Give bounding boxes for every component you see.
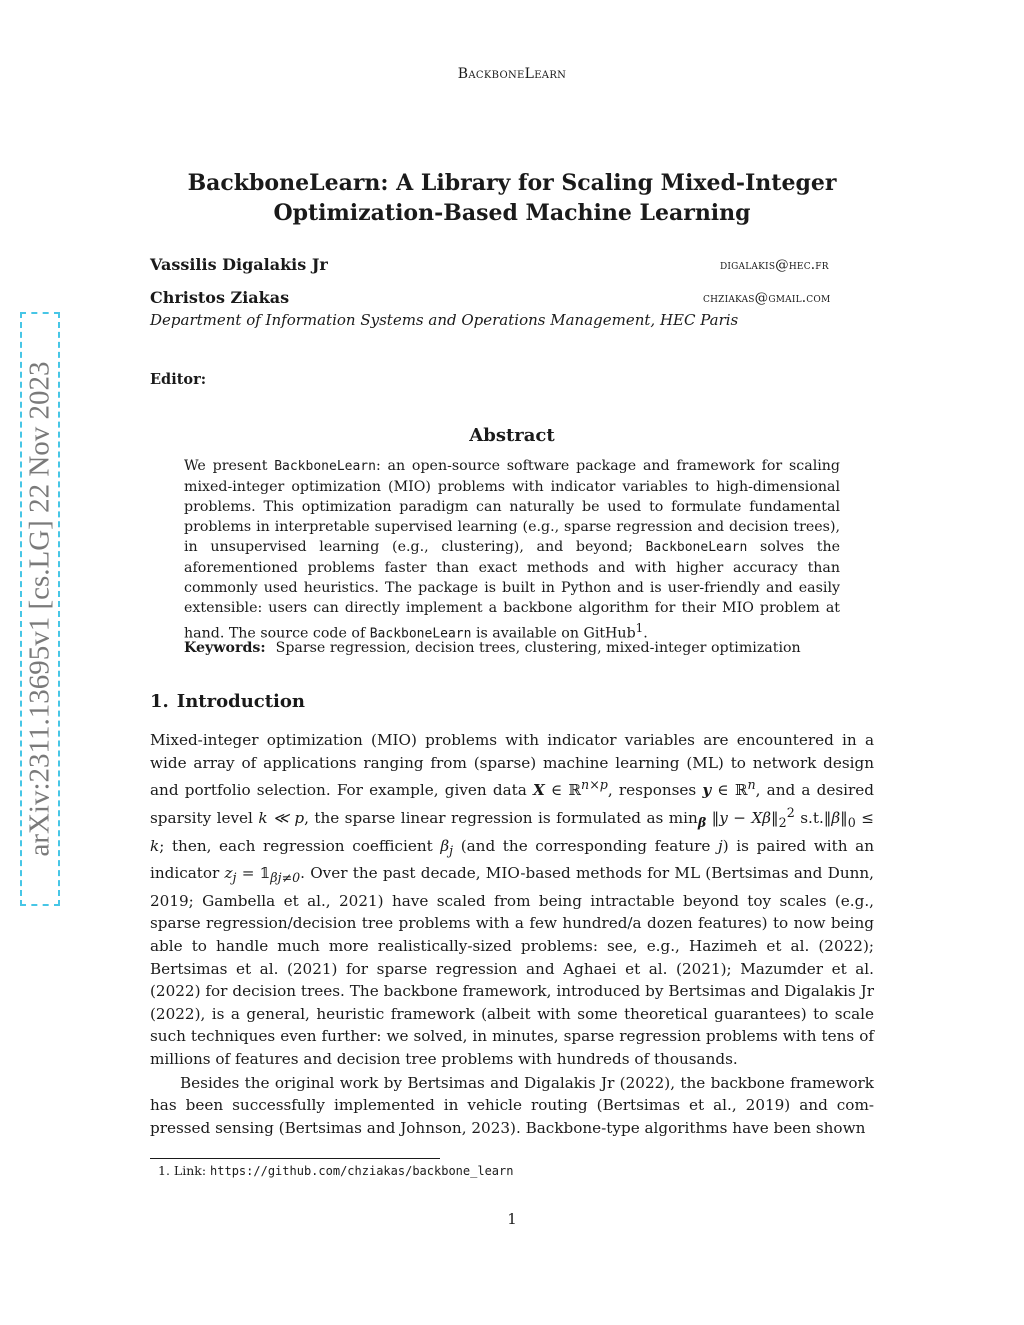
editor-label: Editor: [150, 371, 207, 388]
paragraph: Besides the original work by Bertsimas and Digalakis Jr (2022), the backbone framework has been successfully implemented in vehicle routing (Bertsimas et al., 2019) and compressed sensing (Bertsimas and Johnson, 2023). Backbone-type algorithms have been shown [150, 1073, 874, 1137]
author-row [150, 288, 874, 310]
author-name: Vassilis Digalakis Jr [150, 255, 328, 274]
page-number: 1 [507, 1210, 517, 1228]
author-email[interactable]: chziakas@gmail.com [703, 290, 831, 306]
author-name: Christos Ziakas [150, 288, 290, 307]
code-backbonelearn: BackboneLearn [274, 459, 376, 474]
introduction-body [150, 729, 874, 1139]
footnote-rule [150, 1158, 440, 1159]
arxiv-stamp [20, 312, 60, 906]
section-heading: 1. Introduction [150, 691, 305, 712]
code-backbonelearn: BackboneLearn [369, 626, 472, 642]
title-line-2: Optimization-Based Machine Learning [273, 200, 751, 226]
arxiv-stamp-text: arXiv:2311.13695v1 [cs.LG] 22 Nov 2023 [23, 361, 56, 857]
abstract-body: We present BackboneLearn: an open-source software package and framework for scaling mixed-integer optimization (MIO) problems with indicator variables to high-dimensional problems. This optimization paradigm can naturally be used to formulate fundamental problems in interpretable supervised learning (e.g., sparse regression and decision trees), in unsupervised learning (e.g., clustering), and beyond; BackboneLearn solves the aforementioned problems faster than exact methods and with higher accuracy than commonly used heuristics. The package is built in Python and is user-friendly and easily extensible: users can directly implement a backbone algorithm for their MIO problem at hand. The source code of BackboneLearn is available on GitHub$^1$. [184, 458, 840, 642]
paragraph: Mixed-integer optimization (MIO) problems with indicator variables are encountered in a wide array of applications ranging from (sparse) machine learning (ML) to network design and portfolio selection. For example, given data X ∈ ℝ$^{n\times p}$, responses y ∈ ℝ$^n$, and a desired sparsity level k ≪ p, the sparse linear regression is formulated as $\min_\beta$ ‖y − $X\beta‖_2^2$ $s.t.‖\beta‖_0 \le k$; then, each regression coefficient $\beta_j$ (and the corresponding feature j) is paired with an indicator $z_j$ = $𝟙_{\beta j\ne 0}$. Over the past decade, MIO-based methods for ML (Bertsimas and Dunn, 2019; Gambella et al., 2021) have scaled from being intractable beyond toy scales (e.g., sparse regression/decision tree problems with a few hundred/a dozen features) to now being able to handle much more realistically-sized problems: see, e.g., Hazimeh et al. (2022); Bertsimas et al. (2021) for sparse regression and Aghaei et al. (2021); Mazumder et al. (2022) for decision trees. The backbone framework, introduced by Bertsimas and Digalakis Jr (2022), is a general, heuristic framework (albeit with some theoretical guarantees) to scale such techniques even further: we solved, in minutes, sparse regression problems with tens of millions of features and decision tree problems with hundreds of thousands. [150, 731, 874, 1068]
paper-title [150, 168, 874, 228]
keywords [184, 640, 844, 656]
keywords-text: Sparse regression, decision trees, clustering, mixed-integer optimization [275, 640, 801, 656]
abstract-heading: Abstract [469, 425, 555, 446]
running-head: BackboneLearn [457, 66, 567, 82]
author-email[interactable]: digalakis@hec.fr [720, 257, 829, 273]
author-row [150, 255, 874, 277]
affiliation: Department of Information Systems and Operations Management, HEC Paris [150, 311, 739, 329]
footnote-link[interactable]: https://github.com/chziakas/backbone_learn [210, 1164, 514, 1178]
title-line-1: BackboneLearn: A Library for Scaling Mixed-Integer [187, 170, 837, 196]
keywords-label: Keywords: [184, 640, 266, 656]
footnote: 1. Link: https://github.com/chziakas/backbone_learn [158, 1163, 514, 1178]
footnote-marker[interactable]: 1 [635, 621, 644, 635]
code-backbonelearn: BackboneLearn [645, 540, 748, 555]
